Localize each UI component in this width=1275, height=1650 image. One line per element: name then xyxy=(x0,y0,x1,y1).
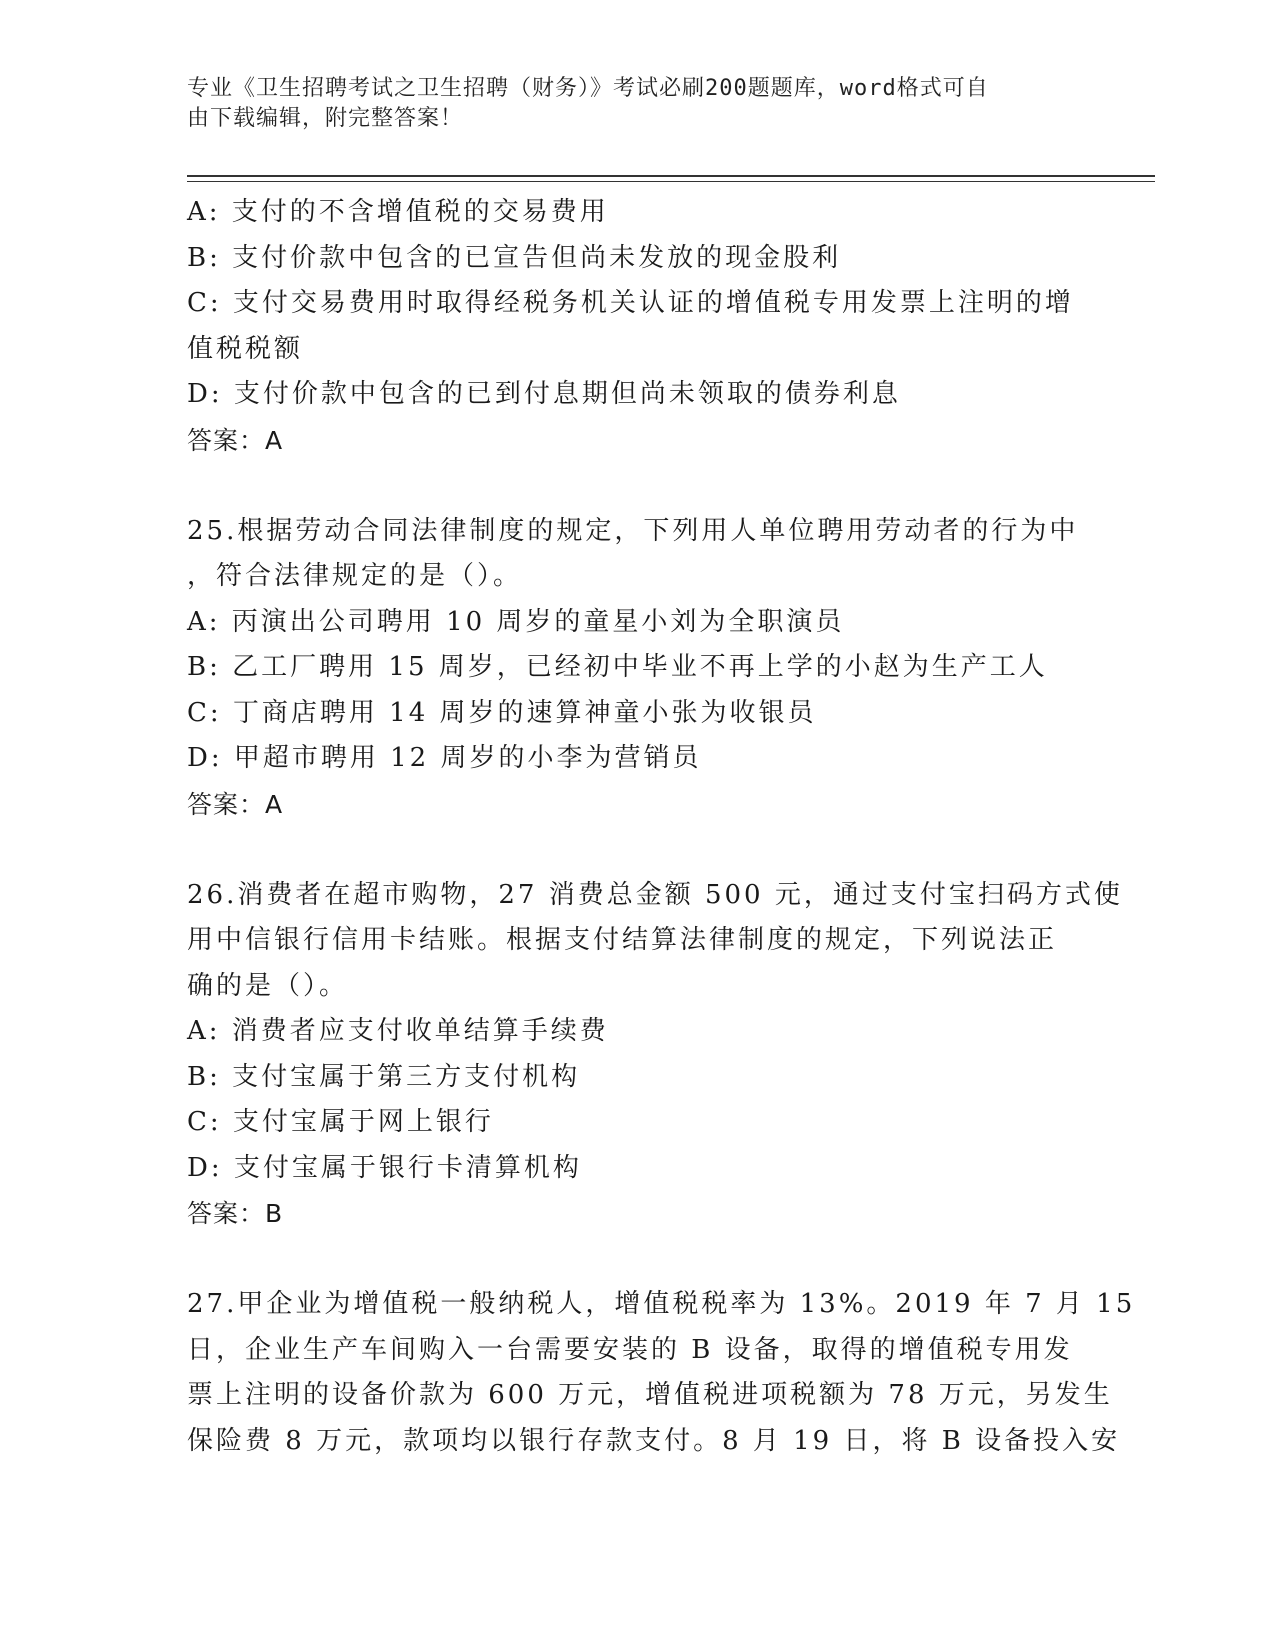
question-25-block xyxy=(187,509,1087,828)
question-stem-continued: 票上注明的设备价款为 600 万元，增值税进项税额为 78 万元，另发生 xyxy=(187,1380,1113,1410)
option-c: C: 支付宝属于网上银行 xyxy=(187,1107,494,1137)
header-line-2: 由下载编辑，附完整答案！ xyxy=(187,106,464,131)
spacer xyxy=(187,1237,1087,1283)
question-stem: 26.消费者在超市购物，27 消费总金额 500 元，通过支付宝扫码方式使 xyxy=(187,879,1123,910)
question-stem: 27.甲企业为增值税一般纳税人，增值税税率为 13%。2019 年 7 月 15 xyxy=(187,1289,1136,1319)
header-divider-thin xyxy=(187,181,1155,182)
document-body xyxy=(187,190,1136,1464)
option-d: D: 支付价款中包含的已到付息期但尚未领取的债券利息 xyxy=(187,379,901,409)
spacer xyxy=(187,463,1087,509)
header-divider-thick xyxy=(187,175,1155,177)
option-a: A: 丙演出公司聘用 10 周岁的童星小刘为全职演员 xyxy=(187,606,845,637)
option-c: C: 丁商店聘用 14 周岁的速算神童小张为收银员 xyxy=(187,697,817,728)
answer-label: 答案：A xyxy=(187,789,284,819)
question-stem-continued: 用中信银行信用卡结账。根据支付结算法律制度的规定，下列说法正 xyxy=(187,925,1058,955)
question-stem-continued: 保险费 8 万元，款项均以银行存款支付。8 月 19 日，将 B 设备投入安 xyxy=(187,1425,1121,1456)
question-stem-continued: 日，企业生产车间购入一台需要安装的 B 设备，取得的增值税专用发 xyxy=(187,1334,1073,1365)
option-b: B: 支付价款中包含的已宣告但尚未发放的现金股利 xyxy=(187,242,842,273)
question-stem-continued: 确的是（）。 xyxy=(187,970,349,1001)
question-stem: 25.根据劳动合同法律制度的规定，下列用人单位聘用劳动者的行为中 xyxy=(187,515,1079,546)
spacer xyxy=(187,827,1087,873)
option-c-continued: 值税税额 xyxy=(187,333,304,364)
option-b: B: 支付宝属于第三方支付机构 xyxy=(187,1061,581,1092)
header-line-1: 专业《卫生招聘考试之卫生招聘（财务）》考试必刷200题题库，word格式可自 xyxy=(187,76,989,101)
page-header xyxy=(187,74,1077,134)
question-stem-continued: ，符合法律规定的是（）。 xyxy=(187,561,523,591)
answer-label: 答案：A xyxy=(187,425,284,455)
option-d: D: 甲超市聘用 12 周岁的小李为营销员 xyxy=(187,743,702,773)
option-c: C: 支付交易费用时取得经税务机关认证的增值税专用发票上注明的增 xyxy=(187,288,1074,318)
option-a: A: 支付的不含增值税的交易费用 xyxy=(187,197,609,227)
question-26-block xyxy=(187,873,1123,1237)
option-a: A: 消费者应支付收单结算手续费 xyxy=(187,1016,609,1046)
question-24-block xyxy=(187,190,1087,463)
option-b: B: 乙工厂聘用 15 周岁，已经初中毕业不再上学的小赵为生产工人 xyxy=(187,652,1048,682)
question-27-block xyxy=(187,1282,1136,1464)
answer-label: 答案：B xyxy=(187,1199,284,1228)
option-d: D: 支付宝属于银行卡清算机构 xyxy=(187,1152,582,1183)
